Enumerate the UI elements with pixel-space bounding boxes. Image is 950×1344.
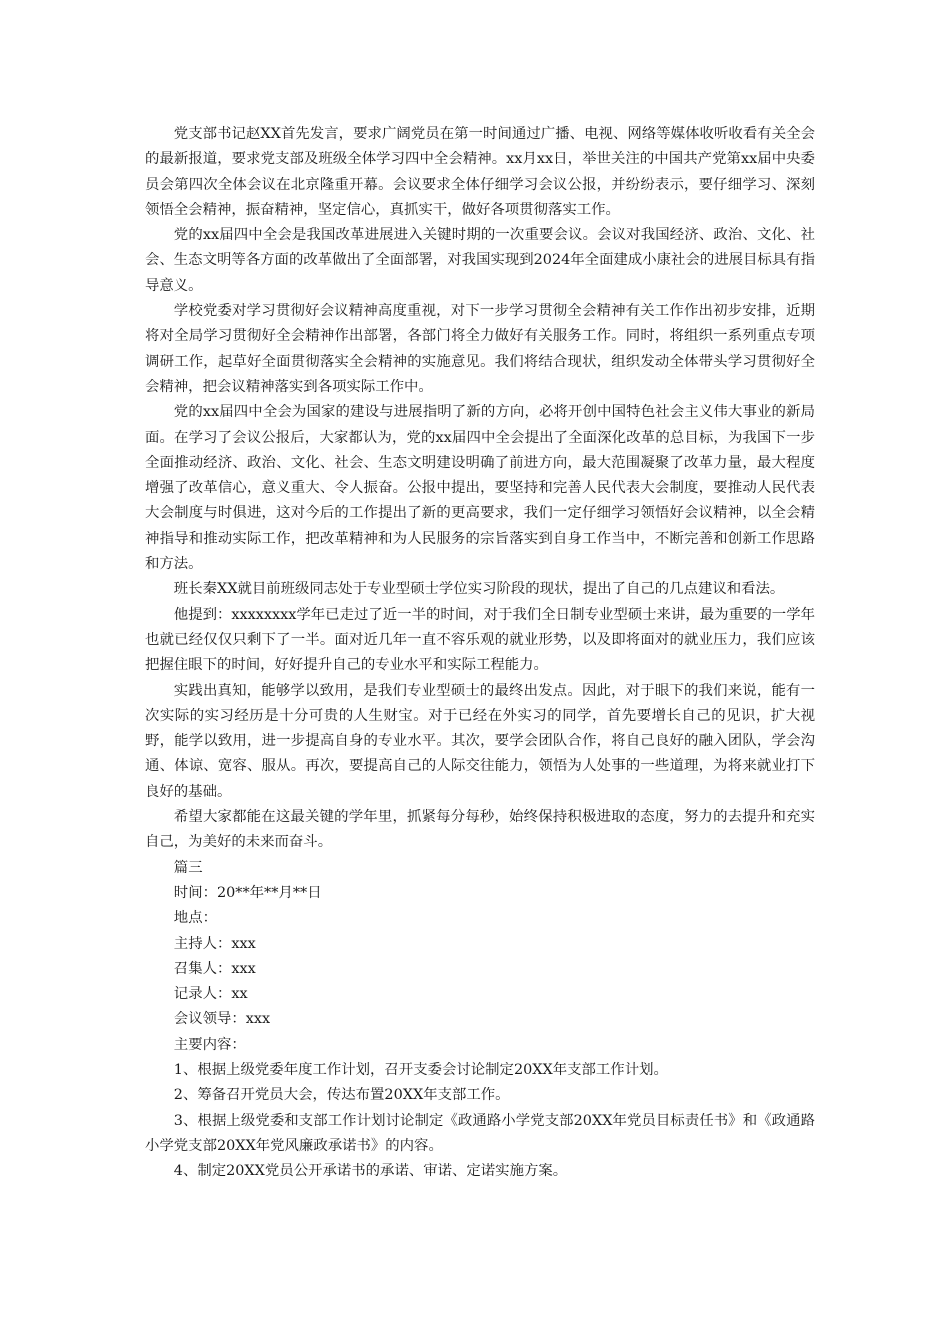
paragraph-practice: 实践出真知，能够学以致用，是我们专业型硕士的最终出发点。因此，对于眼下的我们来说，能有一次实际的实习经历是十分可贵的人生财宝。对于已经在外实习的同学，首先要增长自己的见识，扩大视野，能学以致用，进一步提高自身的专业水平。其次，要学会团队合作，将自己良好的融入团队，学会沟通、体谅、宽容、服从。再次，要提高自己的人际交往能力，领悟为人处事的一些道理，为将来就业打下良好的基础。 — [145, 682, 815, 800]
paragraph-plenum-significance: 党的xx届四中全会是我国改革进展进入关键时期的一次重要会议。会议对我国经济、政治、文化、社会、生态文明等各方面的改革做出了全面部署，对我国实现到2024年全面建成小康社会的进展目标具有指导意义。 — [145, 227, 815, 294]
content-item: 1、根据上级党委年度工作计划，召开支委会讨论制定20XX年支部工作计划。 — [173, 1061, 668, 1078]
meeting-time: 时间：20**年**月**日 — [173, 884, 322, 901]
paragraph-academic-year: 他提到：xxxxxxxx学年已走过了近一半的时间，对于我们全日制专业型硕士来讲，最为重要的一学年也就已经仅仅只剩下了一半。面对近几年一直不容乐观的就业形势，以及即将面对的就业压力，我们应该把握住眼下的时间，好好提升自己的专业水平和实际工程能力。 — [145, 606, 815, 674]
section-heading: 篇三 — [173, 859, 203, 876]
meeting-recorder: 记录人：xx — [173, 986, 248, 1003]
document-page — [145, 122, 815, 1184]
content-item: 2、筹备召开党员大会，传达布置20XX年支部工作。 — [173, 1087, 510, 1104]
content-item: 3、根据上级党委和支部工作计划讨论制定《政通路小学党支部20XX年党员目标责任书》和《政通路小学党支部20XX年党风廉政承诺书》的内容。 — [145, 1112, 815, 1154]
meeting-content-label: 主要内容： — [173, 1036, 246, 1053]
paragraph-school-committee: 学校党委对学习贯彻好会议精神高度重视，对下一步学习贯彻全会精神有关工作作出初步安排，近期将对全局学习贯彻好全会精神作出部署，各部门将全力做好有关服务工作。同时，将组织一系列重点专项调研工作，起草好全面贯彻落实全会精神的实施意见。我们将结合现状，组织发动全体带头学习贯彻好全会精神，把会议精神落实到各项实际工作中。 — [145, 303, 815, 395]
meeting-leader: 会议领导：xxx — [173, 1011, 271, 1028]
paragraph-hope: 希望大家都能在这最关键的学年里，抓紧每分每秒，始终保持积极进取的态度，努力的去提升和充实自己，为美好的未来而奋斗。 — [145, 809, 815, 851]
content-item: 4、制定20XX党员公开承诺书的承诺、审诺、定诺实施方案。 — [173, 1163, 568, 1180]
meeting-convener: 召集人：xxx — [173, 960, 256, 977]
meeting-host: 主持人：xxx — [173, 935, 256, 952]
paragraph-secretary-speech: 党支部书记赵XX首先发言，要求广阔党员在第一时间通过广播、电视、网络等媒体收听收看有关全会的最新报道，要求党支部及班级全体学习四中全会精神。xx月xx日，举世关注的中国共产党第xx届中央委员会第四次全体会议在北京隆重开幕。会议要求全体仔细学习会议公报，并纷纷表示，要仔细学习、深刻领悟全会精神，振奋精神，坚定信心，真抓实干，做好各项贯彻落实工作。 — [145, 126, 815, 218]
paragraph-new-direction: 党的xx届四中全会为国家的建设与进展指明了新的方向，必将开创中国特色社会主义伟大事业的新局面。在学习了会议公报后，大家都认为，党的xx届四中全会提出了全面深化改革的总目标，为我国下一步全面推动经济、政治、文化、社会、生态文明建设明确了前进方向，最大范围凝聚了改革力量，最大程度增强了改革信心，意义重大、令人振奋。公报中提出，要坚持和完善人民代表大会制度，要推动人民代表大会制度与时俱进，这对今后的工作提出了新的更高要求，我们一定仔细学习领悟好会议精神，以全会精神指导和推动实际工作，把改革精神和为人民服务的宗旨落实到自身工作当中，不断完善和创新工作思路和方法。 — [145, 404, 815, 573]
meeting-place: 地点： — [173, 910, 217, 927]
paragraph-monitor-suggestions: 班长秦XX就目前班级同志处于专业型硕士学位实习阶段的现状，提出了自己的几点建议和看法。 — [173, 581, 785, 598]
